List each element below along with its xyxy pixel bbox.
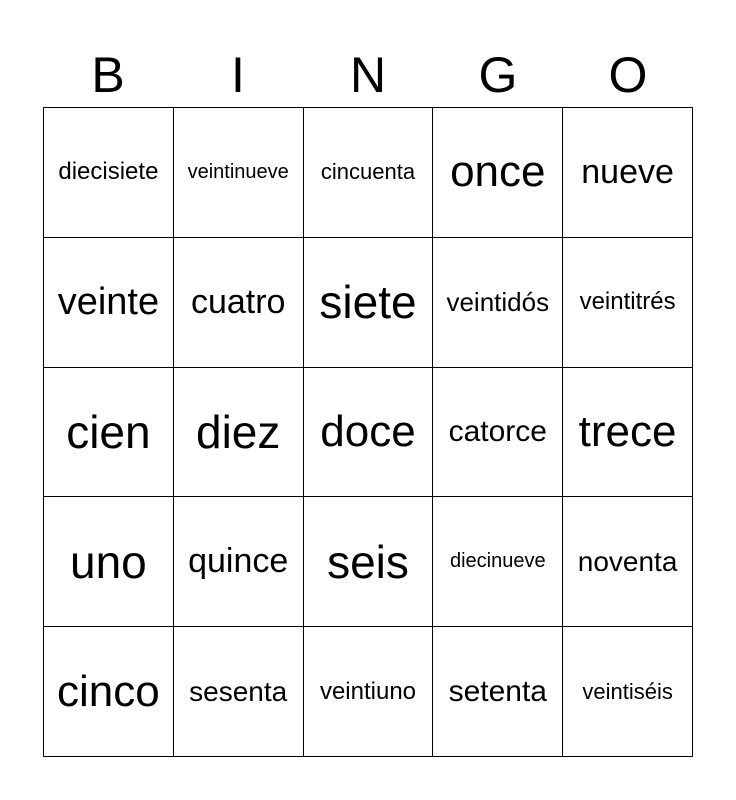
- cell-word: trece: [578, 406, 677, 456]
- header-letter-g: G: [478, 47, 518, 103]
- bingo-board: [43, 107, 693, 757]
- bingo-cell[interactable]: [44, 108, 174, 238]
- cell-word: cincuenta: [320, 159, 416, 185]
- cell-word: diez: [196, 405, 281, 458]
- bingo-cell[interactable]: [433, 497, 563, 627]
- bingo-cell[interactable]: [44, 368, 174, 498]
- cell-word: nueve: [581, 152, 674, 191]
- header-letter-o: O: [608, 47, 648, 103]
- bingo-cell[interactable]: [304, 368, 434, 498]
- cell-word: veintiuno: [319, 677, 417, 705]
- bingo-cell[interactable]: [433, 238, 563, 368]
- bingo-cell[interactable]: [433, 627, 563, 757]
- bingo-header: [43, 44, 693, 106]
- cell-word: veintiséis: [582, 678, 673, 704]
- bingo-cell[interactable]: [563, 238, 693, 368]
- cell-word: cuatro: [190, 282, 286, 321]
- header-letter-i: I: [231, 47, 245, 103]
- cell-word: quince: [188, 542, 289, 581]
- bingo-cell[interactable]: [44, 627, 174, 757]
- bingo-cell[interactable]: [304, 108, 434, 238]
- cell-word: veinte: [57, 280, 160, 323]
- bingo-cell[interactable]: [44, 238, 174, 368]
- bingo-cell[interactable]: [174, 627, 304, 757]
- cell-word: uno: [70, 535, 147, 588]
- cell-word: doce: [320, 406, 416, 456]
- cell-word: catorce: [448, 414, 547, 448]
- bingo-cell[interactable]: [563, 497, 693, 627]
- cell-word: cinco: [57, 666, 160, 716]
- cell-word: siete: [319, 276, 417, 329]
- cell-word: diecinueve: [449, 550, 546, 573]
- bingo-cell[interactable]: [304, 238, 434, 368]
- cell-word: veintitrés: [579, 288, 676, 316]
- bingo-cell[interactable]: [174, 238, 304, 368]
- bingo-cell[interactable]: [174, 497, 304, 627]
- bingo-cell[interactable]: [563, 627, 693, 757]
- cell-word: once: [450, 147, 546, 197]
- cell-word: sesenta: [189, 675, 288, 707]
- cell-word: cien: [66, 405, 151, 458]
- cell-word: veintidós: [446, 286, 550, 317]
- bingo-cell[interactable]: [304, 497, 434, 627]
- cell-word: seis: [327, 535, 409, 588]
- bingo-cell[interactable]: [433, 108, 563, 238]
- cell-word: setenta: [448, 674, 547, 708]
- header-letter-b: B: [91, 47, 125, 103]
- bingo-cell[interactable]: [174, 108, 304, 238]
- cell-word: diecisiete: [58, 158, 159, 186]
- cell-word: veintinueve: [187, 160, 289, 183]
- cell-word: noventa: [577, 545, 678, 577]
- bingo-cell[interactable]: [44, 497, 174, 627]
- bingo-cell[interactable]: [304, 627, 434, 757]
- bingo-cell[interactable]: [433, 368, 563, 498]
- bingo-cell[interactable]: [174, 368, 304, 498]
- bingo-cell[interactable]: [563, 108, 693, 238]
- bingo-cell[interactable]: [563, 368, 693, 498]
- header-letter-n: N: [349, 47, 387, 103]
